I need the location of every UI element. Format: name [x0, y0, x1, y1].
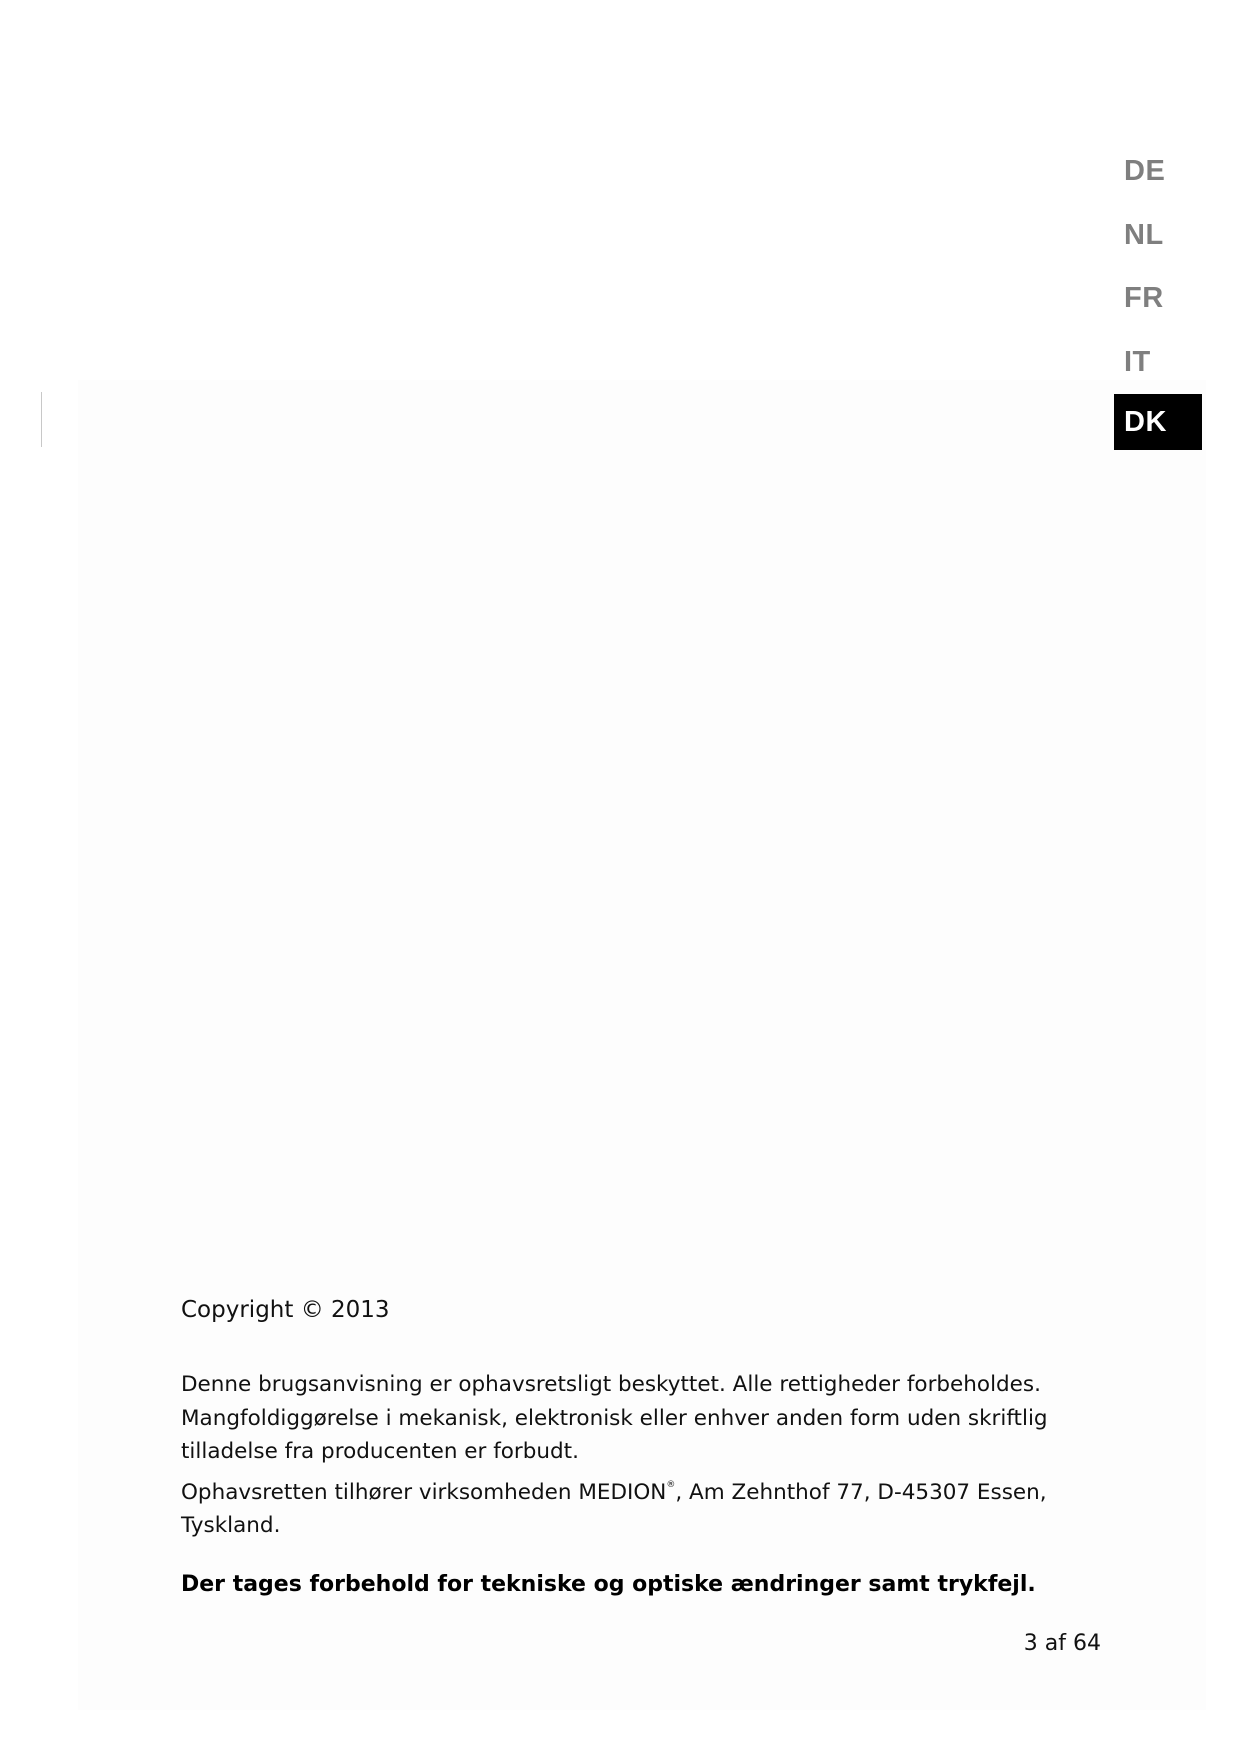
copyright-line: Copyright © 2013 — [181, 1297, 390, 1323]
owner-prefix: Ophavsretten tilhører virksomheden MEDION — [181, 1479, 667, 1505]
language-tab-de[interactable]: DE — [1124, 155, 1166, 187]
language-tab-it[interactable]: IT — [1124, 345, 1151, 378]
page-number: 3 af 64 — [1023, 1631, 1101, 1656]
language-tab-dk[interactable]: DK — [1114, 394, 1202, 450]
owner-address: , Am Zehnthof 77, D-45307 Essen, Tyskland. — [181, 1479, 1047, 1538]
language-tab-nl[interactable]: NL — [1124, 218, 1164, 251]
language-tab-fr[interactable]: FR — [1124, 282, 1164, 314]
owner-paragraph — [181, 1469, 1121, 1543]
language-tabs — [1114, 140, 1202, 450]
copyright-statement — [181, 1368, 1121, 1543]
margin-marker — [41, 392, 42, 447]
disclaimer-notice: Der tages forbehold for tekniske og optiske ændringer samt trykfejl. — [181, 1572, 1036, 1597]
rights-paragraph: Denne brugsanvisning er ophavsretsligt beskyttet. Alle rettigheder forbeholdes. Mangfoldiggørelse i mekanisk, elektronisk eller enhver anden form uden skriftlig tilladelse fra producenten er forbudt. — [181, 1372, 1048, 1464]
registered-mark: ® — [666, 1479, 676, 1490]
